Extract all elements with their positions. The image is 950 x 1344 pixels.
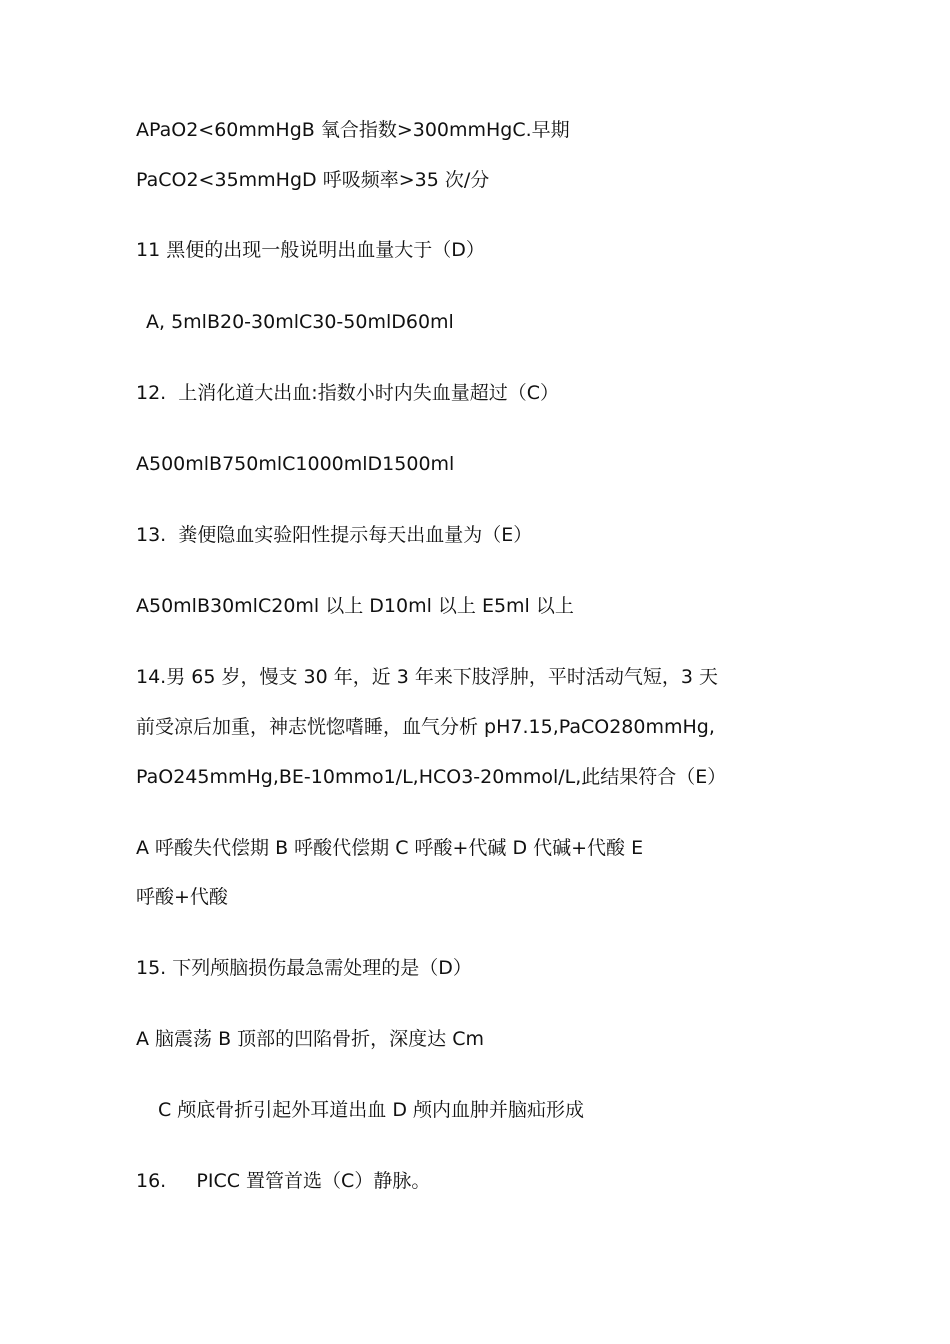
- question-14-options-line-1: A 呼酸失代偿期 B 呼酸代偿期 C 呼酸+代碱 D 代碱+代酸 E: [136, 837, 644, 859]
- question-14-line-2: 前受凉后加重，神志恍惚嗜睡，血气分析 pH7.15,PaCO280mmHg,: [136, 716, 715, 738]
- question-13: 13. 粪便隐血实验阳性提示每天出血量为（E）: [136, 524, 533, 546]
- question-15-options-line-1: A 脑震荡 B 顶部的凹陷骨折，深度达 Cm: [136, 1028, 484, 1050]
- question-15: 15. 下列颅脑损伤最急需处理的是（D）: [136, 957, 472, 979]
- text-line-1: APaO2<60mmHgB 氧合指数>300mmHgC.早期: [136, 119, 570, 141]
- question-14-line-3: PaO245mmHg,BE-10mmo1/L,HCO3-20mmol/L,此结果符合（E）: [136, 766, 727, 788]
- question-12: 12. 上消化道大出血:指数小时内失血量超过（C）: [136, 382, 559, 404]
- question-14-line-1: 14.男 65 岁，慢支 30 年，近 3 年来下肢浮肿，平时活动气短，3 天: [136, 666, 719, 688]
- question-16: 16. PICC 置管首选（C）静脉。: [136, 1170, 431, 1192]
- text-line-2: PaCO2<35mmHgD 呼吸频率>35 次/分: [136, 169, 490, 191]
- question-11: 11 黑便的出现一般说明出血量大于（D）: [136, 239, 485, 261]
- question-14-options-line-2: 呼酸+代酸: [136, 886, 228, 908]
- question-12-options: A500mlB750mlC1000mlD1500ml: [136, 453, 455, 475]
- question-13-options: A50mlB30mlC20ml 以上 D10ml 以上 E5ml 以上: [136, 595, 574, 617]
- question-15-options-line-2: C 颅底骨折引起外耳道出血 D 颅内血肿并脑疝形成: [158, 1099, 585, 1121]
- question-11-options: A, 5mlB20-30mlC30-50mlD60ml: [146, 311, 454, 333]
